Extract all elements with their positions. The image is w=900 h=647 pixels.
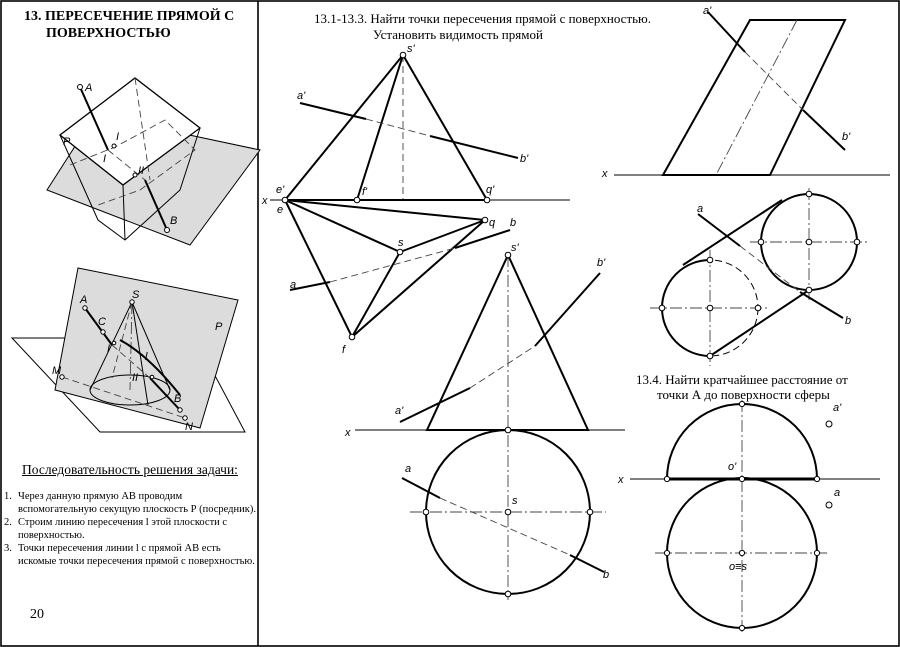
- label-a1: a': [395, 405, 404, 417]
- label-a1: a': [703, 5, 712, 17]
- label-e1: e': [276, 184, 285, 196]
- line-ab-hidden: [440, 498, 570, 555]
- label-e: e: [277, 204, 284, 216]
- point-s: [505, 509, 511, 515]
- solution-steps: [4, 491, 256, 569]
- label-i: I: [116, 131, 120, 143]
- label-a1: a': [833, 402, 842, 414]
- point-a: [83, 306, 87, 310]
- point-f1: [354, 197, 360, 203]
- label-a1: a': [297, 90, 306, 102]
- point-ii: [133, 173, 137, 177]
- point-5: [806, 287, 812, 293]
- line-ab-left: [402, 478, 440, 498]
- label-s1: s': [407, 43, 415, 55]
- section-title: 13. ПЕРЕСЕЧЕНИЕ ПРЯМОЙ С: [24, 9, 235, 24]
- point-1: [806, 191, 812, 197]
- step-number: 3.: [4, 543, 12, 554]
- cylinder-problem: [650, 188, 868, 366]
- label-ii: II: [132, 372, 139, 384]
- point-base-front: [505, 427, 511, 433]
- label-l: l: [145, 351, 148, 363]
- label-s: s: [398, 237, 404, 249]
- pyramid-problem: [261, 43, 570, 356]
- label-m: M: [52, 365, 62, 377]
- point-f: [349, 334, 355, 340]
- line-a1b1-hidden: [366, 119, 430, 136]
- point-c: [101, 330, 105, 334]
- pyramid-top-outline: [285, 200, 485, 337]
- line-ab-top: [708, 12, 745, 52]
- section-title-line2: ПОВЕРХНОСТЬЮ: [46, 26, 171, 41]
- point-right: [814, 550, 819, 555]
- label-b: b: [603, 569, 610, 581]
- line-ab-hidden: [745, 52, 803, 110]
- cylinder-bottom-arc-visible: [662, 308, 710, 356]
- line-ab-hidden: [740, 246, 800, 292]
- point-front-right: [814, 476, 819, 481]
- label-o1: o': [728, 461, 737, 473]
- line-ab-bottom: [803, 110, 845, 150]
- pyramid-front-edge: [357, 55, 403, 200]
- label-x: x: [345, 427, 351, 439]
- line-ab-right: [570, 555, 604, 572]
- pyramid-top-edge-q: [400, 220, 485, 252]
- point-s: [397, 249, 403, 255]
- point-6: [707, 257, 713, 263]
- cone-intersection-example: [12, 268, 245, 433]
- point-2: [758, 239, 764, 245]
- prism-axis: [716, 20, 797, 175]
- label-f: f: [342, 344, 346, 356]
- label-x: x: [262, 195, 268, 207]
- cylinder-tangent-bottom: [710, 290, 809, 356]
- label-a: A: [80, 294, 88, 306]
- cone-problem: [344, 242, 625, 600]
- point-3: [806, 239, 812, 245]
- point-left: [664, 550, 669, 555]
- point-7: [659, 305, 665, 311]
- point-q1: [484, 197, 490, 203]
- point-8: [707, 305, 713, 311]
- point-s1: [400, 52, 406, 58]
- sequence-title: Последовательность решения задачи:: [22, 462, 238, 477]
- label-s1: s': [511, 242, 519, 254]
- step-item: [4, 491, 256, 516]
- label-b: B: [174, 393, 182, 405]
- task4-title-line2: точки А до поверхности сферы: [657, 387, 830, 402]
- line-a1b1-left: [300, 103, 366, 119]
- page-number: 20: [30, 607, 44, 622]
- label-a: a: [290, 279, 297, 291]
- step-text: Строим линию пересечения l этой плоскости с поверхностью.: [18, 517, 228, 541]
- point-10: [707, 353, 713, 359]
- label-b: b: [845, 315, 852, 327]
- label-p: P: [63, 136, 71, 148]
- task4-title: 13.4. Найти кратчайшее расстояние от: [636, 372, 848, 387]
- label-b: b: [510, 217, 517, 229]
- label-b1: b': [842, 131, 851, 143]
- label-s: S: [132, 289, 140, 301]
- line-a1b1-hidden: [470, 346, 535, 388]
- point-9: [755, 305, 761, 311]
- point-n: [183, 416, 187, 420]
- step-number: 2.: [4, 517, 12, 528]
- prism-intersection-example: [47, 78, 260, 245]
- line-a1b1-right: [430, 136, 518, 158]
- point-e1: [282, 197, 288, 203]
- point-ii: [150, 375, 154, 379]
- point-a: [78, 85, 83, 90]
- label-s: s: [512, 495, 518, 507]
- pyramid-front-outline: [285, 55, 487, 200]
- label-a: a: [405, 463, 412, 475]
- label-ii: II: [138, 165, 145, 177]
- point-a1: [826, 421, 832, 427]
- inclined-prism-problem: [601, 5, 890, 180]
- point-os: [739, 550, 744, 555]
- point-q: [482, 217, 488, 223]
- label-a: a: [697, 203, 704, 215]
- task-title: 13.1-13.3. Найти точки пересечения прямой с поверхностью.: [314, 11, 652, 26]
- step-item: [4, 517, 256, 542]
- point-o1: [739, 476, 744, 481]
- point-b: [165, 228, 170, 233]
- point-front-left: [664, 476, 669, 481]
- prism-outline: [663, 20, 845, 175]
- point-i: [112, 341, 116, 345]
- label-i: I: [107, 343, 111, 355]
- label-os: o≡s: [729, 561, 748, 573]
- point-a: [826, 502, 832, 508]
- step-text: Точки пересечения линии l с прямой АВ есть искомые точки пересечения прямой с поверхностью.: [18, 543, 255, 567]
- label-b: B: [170, 215, 178, 227]
- cone-front-outline: [427, 255, 588, 430]
- label-x: x: [602, 168, 608, 180]
- point-bottom: [505, 591, 511, 597]
- point-b: [178, 408, 182, 412]
- point-bottom: [739, 625, 744, 630]
- point-i: [112, 144, 116, 148]
- step-item: [4, 543, 256, 568]
- line-ab-right: [800, 292, 843, 318]
- label-a: A: [85, 82, 93, 94]
- label-q: q: [489, 217, 496, 229]
- cylinder-bottom-arc-visible-2: [662, 260, 710, 308]
- label-q1: q': [486, 184, 495, 196]
- pyramid-top-edge-e: [285, 200, 400, 252]
- line-a1b1-right: [535, 273, 600, 346]
- sphere-problem: [617, 400, 880, 635]
- label-x: x: [618, 474, 624, 486]
- line-a1b1-left: [400, 388, 470, 422]
- label-p: P: [215, 321, 223, 333]
- point-right: [587, 509, 593, 515]
- label-i-2: I: [103, 153, 107, 165]
- label-a: a: [834, 487, 841, 499]
- label-f1: f': [362, 186, 368, 198]
- point-4: [854, 239, 860, 245]
- label-c: C: [98, 316, 106, 328]
- point-s1: [505, 252, 511, 258]
- task-title-line2: Установить видимость прямой: [373, 27, 543, 42]
- label-n: N: [185, 421, 193, 433]
- label-b1: b': [597, 257, 606, 269]
- step-text: Через данную прямую АВ проводим вспомогательную секущую плоскость Р (посредник).: [18, 491, 256, 515]
- label-b1: b': [520, 153, 529, 165]
- pyramid-top-edge-f: [352, 252, 400, 337]
- point-left: [423, 509, 429, 515]
- step-number: 1.: [4, 491, 12, 502]
